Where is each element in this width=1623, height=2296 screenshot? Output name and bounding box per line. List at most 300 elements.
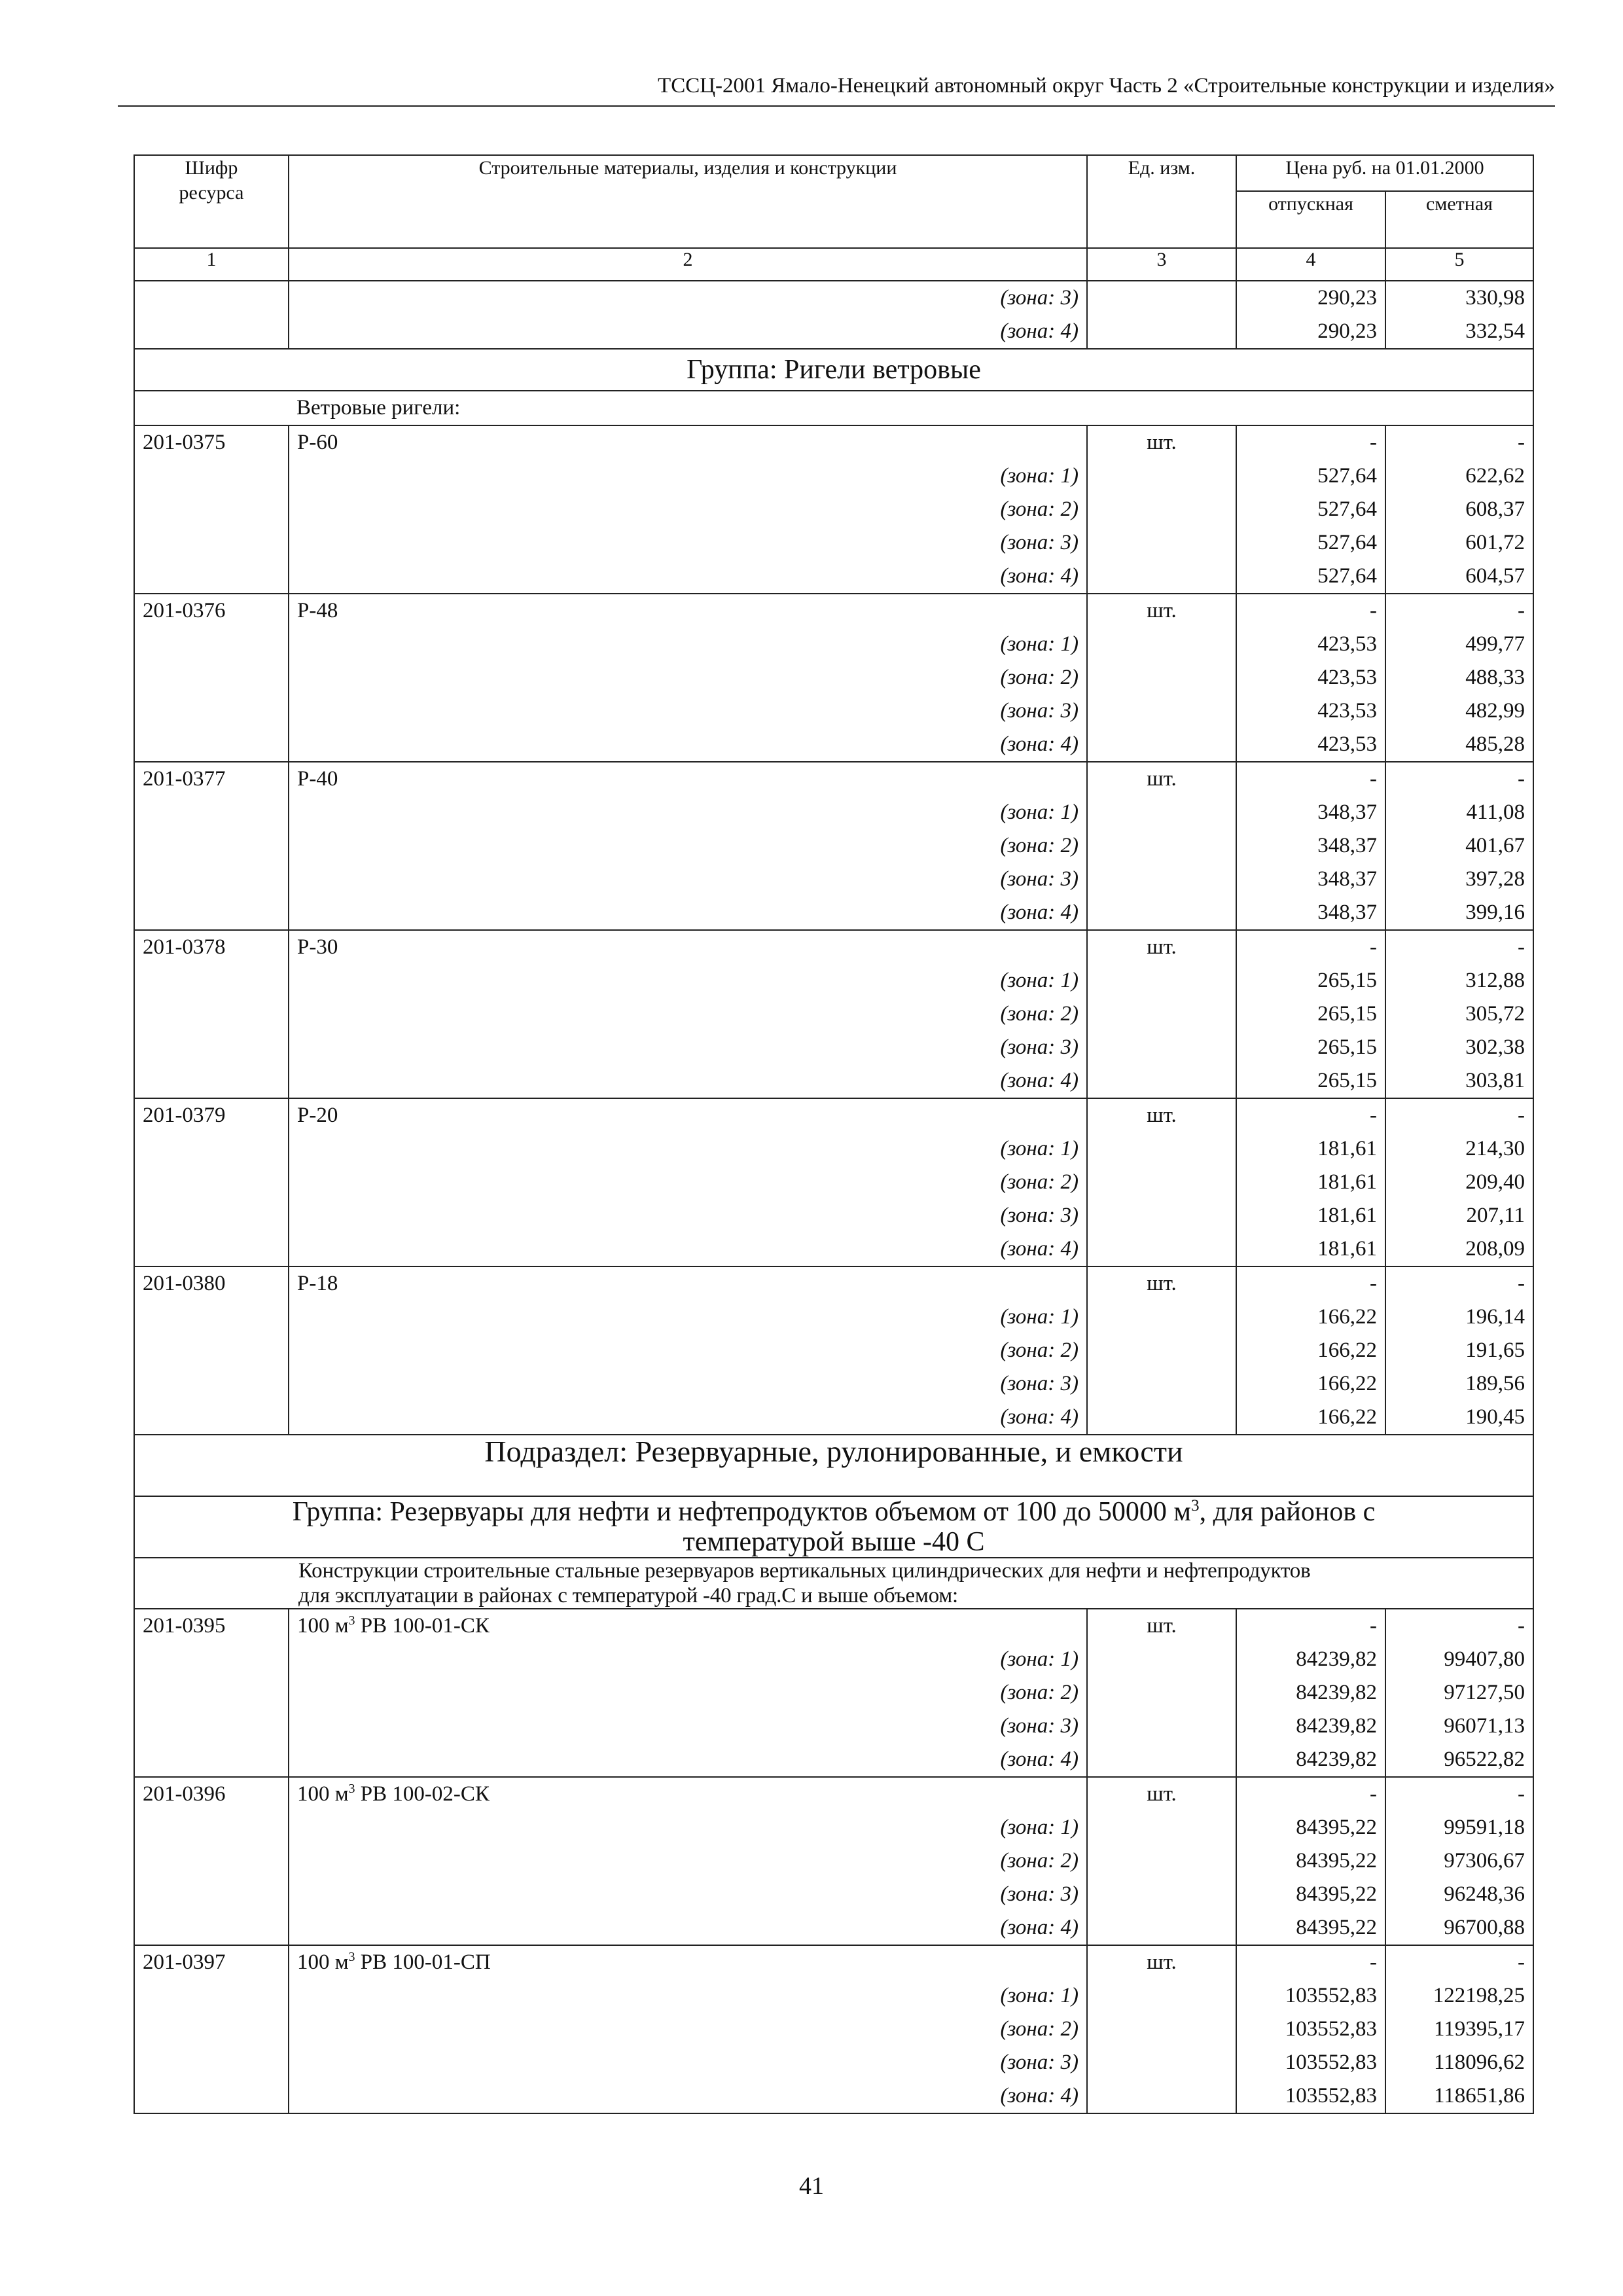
- estimate-price: 411,08: [1385, 796, 1533, 829]
- unit-cell: [1087, 459, 1236, 493]
- release-price: -: [1236, 1098, 1385, 1132]
- zone-label: (зона: 1): [289, 628, 1087, 661]
- zone-label: (зона: 1): [289, 1300, 1087, 1334]
- unit-cell: [1087, 628, 1236, 661]
- estimate-price: 118651,86: [1385, 2079, 1533, 2113]
- zone-row: [134, 560, 1533, 594]
- resource-code: 201-0379: [134, 1098, 289, 1132]
- release-price: 527,64: [1236, 459, 1385, 493]
- estimate-price: -: [1385, 1609, 1533, 1643]
- zone-row: [134, 728, 1533, 762]
- release-price: -: [1236, 1266, 1385, 1300]
- estimate-price: 622,62: [1385, 459, 1533, 493]
- unit-cell: [1087, 896, 1236, 930]
- zone-row: [134, 1811, 1533, 1844]
- release-price: -: [1236, 1609, 1385, 1643]
- release-price: 166,22: [1236, 1334, 1385, 1367]
- header-release: отпускная: [1236, 191, 1385, 248]
- unit-cell: [1087, 1031, 1236, 1064]
- zone-label: (зона: 1): [289, 964, 1087, 997]
- unit-cell: шт.: [1087, 930, 1236, 964]
- estimate-price: -: [1385, 930, 1533, 964]
- estimate-price: 99591,18: [1385, 1811, 1533, 1844]
- item-name: [289, 1945, 1087, 1979]
- unit-cell: [1087, 1911, 1236, 1945]
- zone-label: (зона: 1): [289, 796, 1087, 829]
- unit-cell: [1087, 728, 1236, 762]
- unit-cell: [1087, 1676, 1236, 1710]
- release-price: 166,22: [1236, 1300, 1385, 1334]
- estimate-price: 99407,80: [1385, 1643, 1533, 1676]
- item-name: Р-40: [289, 762, 1087, 796]
- code-cell: [134, 1676, 289, 1710]
- subsection-title: Подраздел: Резервуарные, рулонированные, и емкости: [134, 1435, 1533, 1496]
- unit-cell: [1087, 1300, 1236, 1334]
- col-number: 1: [134, 248, 289, 281]
- item-name: Р-20: [289, 1098, 1087, 1132]
- zone-label: (зона: 1): [289, 459, 1087, 493]
- item-row: [134, 594, 1533, 628]
- zone-label: (зона: 4): [289, 1064, 1087, 1098]
- release-price: 423,53: [1236, 694, 1385, 728]
- estimate-price: 601,72: [1385, 526, 1533, 560]
- estimate-price: 196,14: [1385, 1300, 1533, 1334]
- unit-cell: шт.: [1087, 1098, 1236, 1132]
- release-price: 181,61: [1236, 1199, 1385, 1232]
- estimate-price: 312,88: [1385, 964, 1533, 997]
- item-name-text: 100 м: [297, 1782, 349, 1806]
- unit-cell: [1087, 1132, 1236, 1166]
- estimate-price: 209,40: [1385, 1166, 1533, 1199]
- code-cell: [134, 1878, 289, 1911]
- item-name: Р-18: [289, 1266, 1087, 1300]
- group-title-row: [134, 1496, 1533, 1558]
- estimate-price: 608,37: [1385, 493, 1533, 526]
- release-price: 290,23: [1236, 315, 1385, 349]
- unit-cell: [1087, 1643, 1236, 1676]
- code-cell: [134, 1166, 289, 1199]
- estimate-price: 208,09: [1385, 1232, 1533, 1266]
- code-cell: [134, 1643, 289, 1676]
- code-cell: [134, 829, 289, 863]
- zone-row: [134, 1031, 1533, 1064]
- zone-label: (зона: 3): [289, 2046, 1087, 2079]
- group-intro-row: [134, 1558, 1533, 1609]
- zone-label: (зона: 3): [289, 526, 1087, 560]
- release-price: 181,61: [1236, 1166, 1385, 1199]
- header-name: Строительные материалы, изделия и конструкции: [289, 155, 1087, 248]
- header-price: Цена руб. на 01.01.2000: [1236, 155, 1533, 191]
- zone-label: (зона: 2): [289, 1334, 1087, 1367]
- zone-row: [134, 1878, 1533, 1911]
- code-cell: [134, 1199, 289, 1232]
- release-price: 84395,22: [1236, 1878, 1385, 1911]
- zone-label: (зона: 4): [289, 1743, 1087, 1777]
- release-price: 166,22: [1236, 1367, 1385, 1401]
- item-name: Р-30: [289, 930, 1087, 964]
- release-price: 348,37: [1236, 829, 1385, 863]
- resource-code: 201-0375: [134, 425, 289, 459]
- group-title: [134, 1496, 1533, 1558]
- item-name: Р-60: [289, 425, 1087, 459]
- item-name: [289, 1609, 1087, 1643]
- zone-label: (зона: 3): [289, 1710, 1087, 1743]
- header-estimate: сметная: [1385, 191, 1533, 248]
- release-price: 84395,22: [1236, 1911, 1385, 1945]
- unit-cell: шт.: [1087, 425, 1236, 459]
- unit-cell: шт.: [1087, 1609, 1236, 1643]
- zone-label: (зона: 3): [289, 694, 1087, 728]
- zone-label: (зона: 4): [289, 1401, 1087, 1435]
- item-row: [134, 1609, 1533, 1643]
- zone-row: [134, 628, 1533, 661]
- zone-row: [134, 1132, 1533, 1166]
- zone-row: [134, 1911, 1533, 1945]
- item-row: [134, 930, 1533, 964]
- unit-cell: [1087, 964, 1236, 997]
- release-price: 527,64: [1236, 493, 1385, 526]
- item-row: [134, 1098, 1533, 1132]
- code-cell: [134, 1232, 289, 1266]
- zone-label: (зона: 2): [289, 1166, 1087, 1199]
- unit-cell: [1087, 796, 1236, 829]
- unit-cell: [1087, 1401, 1236, 1435]
- release-price: -: [1236, 762, 1385, 796]
- release-price: 265,15: [1236, 1031, 1385, 1064]
- unit-cell: [1087, 829, 1236, 863]
- release-price: 84239,82: [1236, 1743, 1385, 1777]
- superscript: 3: [348, 1782, 355, 1796]
- release-price: 423,53: [1236, 728, 1385, 762]
- code-cell: [134, 1367, 289, 1401]
- unit-cell: [1087, 2079, 1236, 2113]
- estimate-price: 303,81: [1385, 1064, 1533, 1098]
- estimate-price: 122198,25: [1385, 1979, 1533, 2013]
- resource-code: 201-0396: [134, 1777, 289, 1811]
- release-price: 348,37: [1236, 896, 1385, 930]
- unit-cell: [1087, 526, 1236, 560]
- superscript: 3: [348, 1950, 355, 1964]
- zone-row: [134, 1710, 1533, 1743]
- zone-row: [134, 315, 1533, 349]
- zone-row: [134, 1367, 1533, 1401]
- estimate-price: -: [1385, 1777, 1533, 1811]
- release-price: 103552,83: [1236, 2079, 1385, 2113]
- unit-cell: [1087, 863, 1236, 896]
- table-body: [134, 281, 1533, 2113]
- code-cell: [134, 1401, 289, 1435]
- estimate-price: 482,99: [1385, 694, 1533, 728]
- column-numbers-row: [134, 248, 1533, 281]
- estimate-price: -: [1385, 594, 1533, 628]
- release-price: 181,61: [1236, 1132, 1385, 1166]
- zone-row: [134, 1743, 1533, 1777]
- unit-cell: [1087, 2013, 1236, 2046]
- header-rule: [118, 105, 1555, 107]
- resource-code: 201-0376: [134, 594, 289, 628]
- release-price: 84239,82: [1236, 1676, 1385, 1710]
- code-cell: [134, 1811, 289, 1844]
- unit-cell: [1087, 281, 1236, 315]
- release-price: 103552,83: [1236, 2046, 1385, 2079]
- code-cell: [134, 964, 289, 997]
- zone-label: (зона: 2): [289, 829, 1087, 863]
- zone-row: [134, 281, 1533, 315]
- zone-row: [134, 829, 1533, 863]
- code-cell: [134, 315, 289, 349]
- estimate-price: 604,57: [1385, 560, 1533, 594]
- estimate-price: 214,30: [1385, 1132, 1533, 1166]
- zone-row: [134, 493, 1533, 526]
- zone-row: [134, 2013, 1533, 2046]
- code-cell: [134, 1031, 289, 1064]
- zone-label: (зона: 1): [289, 1132, 1087, 1166]
- item-row: [134, 425, 1533, 459]
- col-number: 2: [289, 248, 1087, 281]
- code-cell: [134, 281, 289, 315]
- item-row: [134, 762, 1533, 796]
- zone-row: [134, 459, 1533, 493]
- release-price: 103552,83: [1236, 2013, 1385, 2046]
- release-price: 348,37: [1236, 863, 1385, 896]
- code-cell: [134, 1334, 289, 1367]
- release-price: 181,61: [1236, 1232, 1385, 1266]
- code-cell: [134, 1710, 289, 1743]
- release-price: -: [1236, 425, 1385, 459]
- zone-label: (зона: 4): [289, 315, 1087, 349]
- unit-cell: шт.: [1087, 594, 1236, 628]
- estimate-price: 118096,62: [1385, 2046, 1533, 2079]
- unit-cell: [1087, 1710, 1236, 1743]
- release-price: 84395,22: [1236, 1811, 1385, 1844]
- col-number: 5: [1385, 248, 1533, 281]
- unit-cell: [1087, 1979, 1236, 2013]
- code-cell: [134, 459, 289, 493]
- release-price: 103552,83: [1236, 1979, 1385, 2013]
- col-number: 3: [1087, 248, 1236, 281]
- code-cell: [134, 1743, 289, 1777]
- resource-code: 201-0395: [134, 1609, 289, 1643]
- zone-label: (зона: 2): [289, 1844, 1087, 1878]
- zone-row: [134, 2079, 1533, 2113]
- estimate-price: 119395,17: [1385, 2013, 1533, 2046]
- estimate-price: 332,54: [1385, 315, 1533, 349]
- zone-label: (зона: 4): [289, 1911, 1087, 1945]
- zone-row: [134, 526, 1533, 560]
- item-name-text: 100 м: [297, 1614, 349, 1638]
- zone-row: [134, 863, 1533, 896]
- release-price: 265,15: [1236, 997, 1385, 1031]
- zone-label: (зона: 3): [289, 281, 1087, 315]
- estimate-price: 96071,13: [1385, 1710, 1533, 1743]
- zone-row: [134, 1844, 1533, 1878]
- release-price: 265,15: [1236, 964, 1385, 997]
- code-cell: [134, 1064, 289, 1098]
- unit-cell: [1087, 661, 1236, 694]
- code-cell: [134, 2013, 289, 2046]
- item-name-text: РВ 100-01-СК: [355, 1614, 490, 1638]
- subsection-row: [134, 1435, 1533, 1496]
- zone-label: (зона: 4): [289, 728, 1087, 762]
- col-number: 4: [1236, 248, 1385, 281]
- item-name: Р-48: [289, 594, 1087, 628]
- estimate-price: -: [1385, 1098, 1533, 1132]
- estimate-price: 397,28: [1385, 863, 1533, 896]
- zone-row: [134, 2046, 1533, 2079]
- code-cell: [134, 391, 289, 425]
- unit-cell: [1087, 1743, 1236, 1777]
- estimate-price: 330,98: [1385, 281, 1533, 315]
- group-title: Группа: Ригели ветровые: [134, 349, 1533, 391]
- unit-cell: [1087, 1232, 1236, 1266]
- code-cell: [134, 796, 289, 829]
- code-cell: [134, 493, 289, 526]
- code-cell: [134, 560, 289, 594]
- item-row: [134, 1777, 1533, 1811]
- item-name-text: РВ 100-02-СК: [355, 1782, 490, 1806]
- price-table: [134, 154, 1534, 2114]
- zone-row: [134, 694, 1533, 728]
- release-price: 527,64: [1236, 560, 1385, 594]
- release-price: 84239,82: [1236, 1643, 1385, 1676]
- unit-cell: [1087, 694, 1236, 728]
- zone-label: (зона: 3): [289, 1878, 1087, 1911]
- unit-cell: [1087, 997, 1236, 1031]
- code-cell: [134, 628, 289, 661]
- code-cell: [134, 1300, 289, 1334]
- zone-row: [134, 1300, 1533, 1334]
- estimate-price: 499,77: [1385, 628, 1533, 661]
- zone-label: (зона: 4): [289, 2079, 1087, 2113]
- resource-code: 201-0380: [134, 1266, 289, 1300]
- zone-label: (зона: 2): [289, 661, 1087, 694]
- release-price: 527,64: [1236, 526, 1385, 560]
- unit-cell: [1087, 560, 1236, 594]
- code-cell: [134, 1844, 289, 1878]
- item-name-text: 100 м: [297, 1950, 349, 1974]
- resource-code: 201-0377: [134, 762, 289, 796]
- zone-row: [134, 1199, 1533, 1232]
- zone-label: (зона: 1): [289, 1979, 1087, 2013]
- zone-row: [134, 1232, 1533, 1266]
- group-intro-row: [134, 391, 1533, 425]
- zone-label: (зона: 4): [289, 560, 1087, 594]
- zone-label: (зона: 4): [289, 896, 1087, 930]
- release-price: -: [1236, 594, 1385, 628]
- unit-cell: шт.: [1087, 762, 1236, 796]
- superscript: 3: [1191, 1497, 1200, 1515]
- unit-cell: [1087, 2046, 1236, 2079]
- resource-code: 201-0378: [134, 930, 289, 964]
- zone-label: (зона: 1): [289, 1643, 1087, 1676]
- zone-label: (зона: 3): [289, 1367, 1087, 1401]
- unit-cell: шт.: [1087, 1945, 1236, 1979]
- zone-label: (зона: 4): [289, 1232, 1087, 1266]
- release-price: -: [1236, 1945, 1385, 1979]
- resource-code: 201-0397: [134, 1945, 289, 1979]
- release-price: 265,15: [1236, 1064, 1385, 1098]
- estimate-price: 399,16: [1385, 896, 1533, 930]
- zone-row: [134, 1401, 1533, 1435]
- estimate-price: 96700,88: [1385, 1911, 1533, 1945]
- unit-cell: шт.: [1087, 1777, 1236, 1811]
- release-price: 84239,82: [1236, 1710, 1385, 1743]
- zone-row: [134, 796, 1533, 829]
- item-name-text: РВ 100-01-СП: [355, 1950, 491, 1974]
- code-cell: [134, 728, 289, 762]
- unit-cell: [1087, 493, 1236, 526]
- unit-cell: [1087, 315, 1236, 349]
- release-price: 423,53: [1236, 628, 1385, 661]
- code-cell: [134, 661, 289, 694]
- estimate-price: 485,28: [1385, 728, 1533, 762]
- zone-label: (зона: 2): [289, 1676, 1087, 1710]
- zone-row: [134, 1064, 1533, 1098]
- code-cell: [134, 863, 289, 896]
- zone-row: [134, 997, 1533, 1031]
- code-cell: [134, 526, 289, 560]
- zone-label: (зона: 1): [289, 1811, 1087, 1844]
- unit-cell: [1087, 1878, 1236, 1911]
- group-intro-line: Конструкции строительные стальные резервуаров вертикальных цилиндрических для нефти и нефтепродуктов: [298, 1559, 1311, 1583]
- zone-label: (зона: 2): [289, 2013, 1087, 2046]
- zone-row: [134, 661, 1533, 694]
- release-price: -: [1236, 930, 1385, 964]
- estimate-price: 97127,50: [1385, 1676, 1533, 1710]
- unit-cell: [1087, 1334, 1236, 1367]
- zone-row: [134, 964, 1533, 997]
- estimate-price: -: [1385, 1266, 1533, 1300]
- item-name: [289, 1777, 1087, 1811]
- page-number: 41: [799, 2172, 824, 2200]
- release-price: 84395,22: [1236, 1844, 1385, 1878]
- estimate-price: 96248,36: [1385, 1878, 1533, 1911]
- group-title-text: температурой выше -40 С: [683, 1527, 985, 1557]
- estimate-price: 305,72: [1385, 997, 1533, 1031]
- estimate-price: 401,67: [1385, 829, 1533, 863]
- zone-row: [134, 1643, 1533, 1676]
- estimate-price: 191,65: [1385, 1334, 1533, 1367]
- unit-cell: [1087, 1166, 1236, 1199]
- zone-label: (зона: 2): [289, 997, 1087, 1031]
- code-cell: [134, 1911, 289, 1945]
- release-price: 423,53: [1236, 661, 1385, 694]
- code-cell: [134, 694, 289, 728]
- release-price: 290,23: [1236, 281, 1385, 315]
- group-intro-line: для эксплуатации в районах с температурой -40 град.С и выше объемом:: [298, 1584, 959, 1607]
- release-price: -: [1236, 1777, 1385, 1811]
- unit-cell: [1087, 1844, 1236, 1878]
- code-cell: [134, 1979, 289, 2013]
- unit-cell: [1087, 1367, 1236, 1401]
- code-cell: [134, 1132, 289, 1166]
- zone-label: (зона: 3): [289, 1031, 1087, 1064]
- estimate-price: -: [1385, 762, 1533, 796]
- zone-row: [134, 1166, 1533, 1199]
- zone-row: [134, 1676, 1533, 1710]
- unit-cell: [1087, 1199, 1236, 1232]
- estimate-price: 207,11: [1385, 1199, 1533, 1232]
- group-intro: Ветровые ригели:: [289, 391, 1533, 425]
- estimate-price: 190,45: [1385, 1401, 1533, 1435]
- estimate-price: 97306,67: [1385, 1844, 1533, 1878]
- header-unit: Ед. изм.: [1087, 155, 1236, 248]
- release-price: 166,22: [1236, 1401, 1385, 1435]
- estimate-price: -: [1385, 1945, 1533, 1979]
- zone-row: [134, 896, 1533, 930]
- item-row: [134, 1945, 1533, 1979]
- zone-row: [134, 1334, 1533, 1367]
